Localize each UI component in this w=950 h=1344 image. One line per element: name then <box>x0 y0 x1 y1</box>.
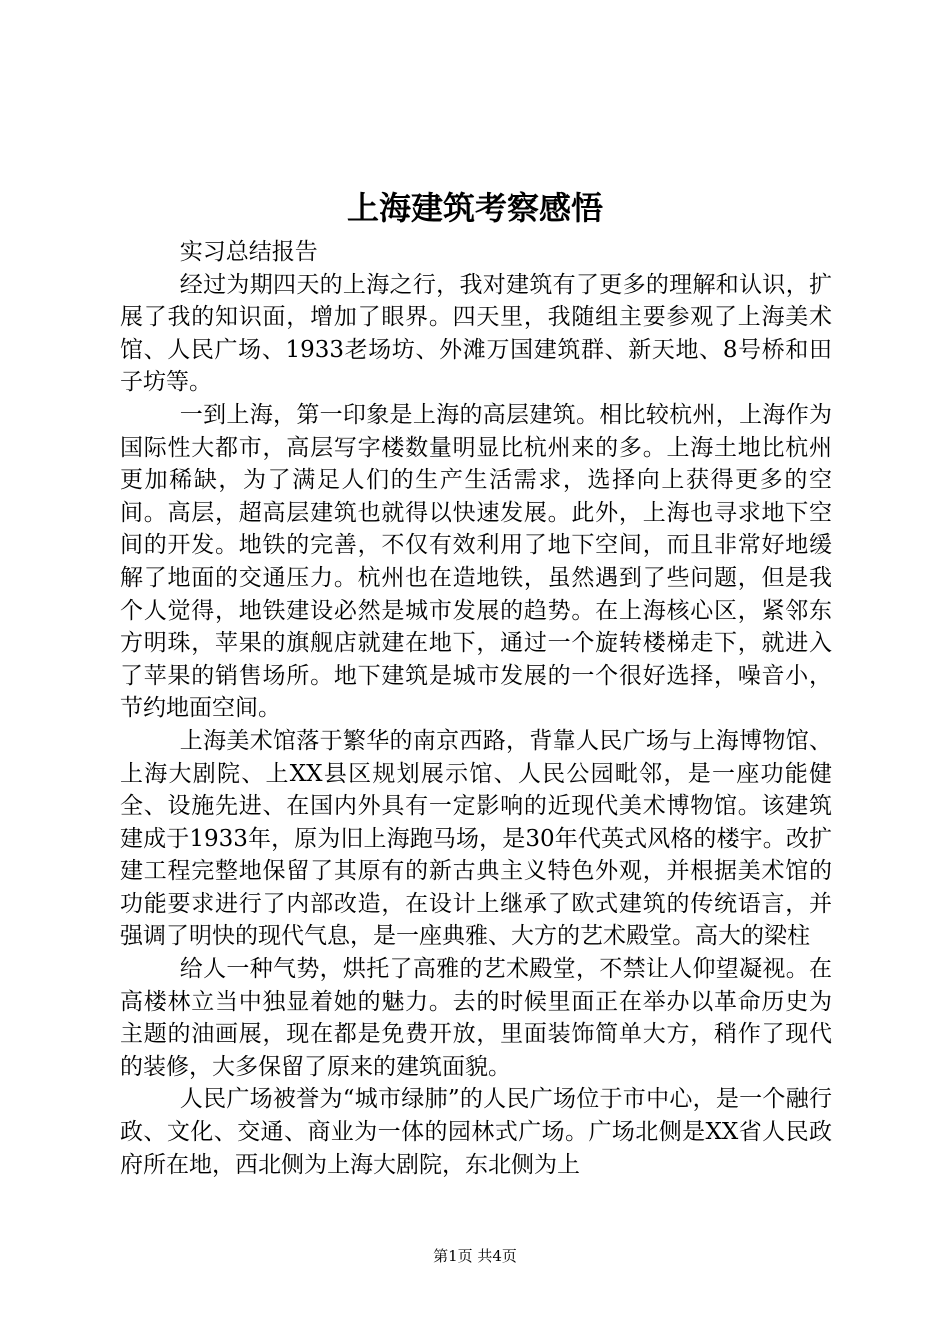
paragraph-first-impression: 一到上海，第一印象是上海的高层建筑。相比较杭州，上海作为国际性大都市，高层写字楼数量明显比杭州来的多。上海土地比杭州更加稀缺，为了满足人们的生产生活需求，选择向上获得更多的空间。高层，超高层建筑也就得以快速发展。此外，上海也寻求地下空间的开发。地铁的完善，不仅有效利用了地下空间，而且非常好地缓解了地面的交通压力。杭州也在造地铁，虽然遇到了些问题，但是我个人觉得，地铁建设必然是城市发展的趋势。在上海核心区，紧邻东方明珠，苹果的旗舰店就建在地下，通过一个旋转楼梯走下，就进入了苹果的销售场所。地下建筑是城市发展的一个很好选择，噪音小，节约地面空间。 <box>120 401 832 722</box>
paragraph-art-museum: 上海美术馆落于繁华的南京西路，背靠人民广场与上海博物馆、上海大剧院、上XX县区规划展示馆、人民公园毗邻，是一座功能健全、设施先进、在国内外具有一定影响的近现代美术博物馆。该建筑建成于1933年，原为旧上海跑马场，是30年代英式风格的楼宇。改扩建工程完整地保留了其原有的新古典主义特色外观，并根据美术馆的功能要求进行了内部改造，在设计上继承了欧式建筑的传统语言，并强调了明快的现代气息，是一座典雅、大方的艺术殿堂。高大的梁柱 <box>120 727 832 950</box>
page-number-footer: 第1页 共4页 <box>433 1247 517 1265</box>
paragraph-art-museum-cont: 给人一种气势，烘托了高雅的艺术殿堂，不禁让人仰望凝视。在高楼林立当中独显着她的魅力。去的时候里面正在举办以革命历史为主题的油画展，现在都是免费开放，里面装饰简单大方，稍作了现代的装修，大多保留了原来的建筑面貌。 <box>120 956 832 1080</box>
paragraph-intro: 经过为期四天的上海之行，我对建筑有了更多的理解和认识，扩展了我的知识面，增加了眼界。四天里，我随组主要参观了上海美术馆、人民广场、1933老场坊、外滩万国建筑群、新天地、8号桥和田子坊等。 <box>120 271 832 396</box>
document-body <box>120 236 832 1181</box>
paragraph-peoples-square: 人民广场被誉为“城市绿肺”的人民广场位于市中心，是一个融行政、文化、交通、商业为一体的园林式广场。广场北侧是XX省人民政府所在地，西北侧为上海大剧院，东北侧为上 <box>120 1086 832 1178</box>
paragraph-subtitle: 实习总结报告 <box>179 239 318 265</box>
document-title: 上海建筑考察感悟 <box>346 189 603 227</box>
